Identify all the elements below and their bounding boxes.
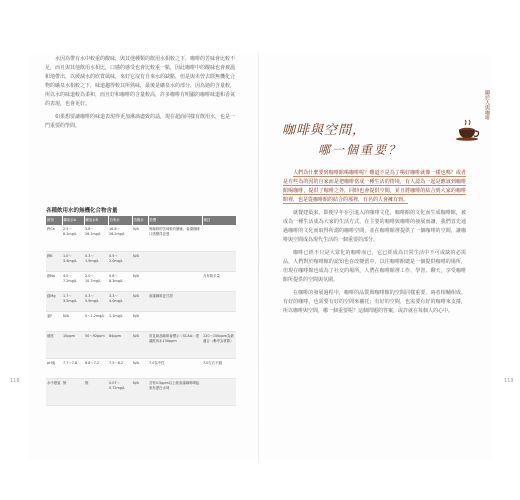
table-row [46, 379, 236, 406]
table-cell: 無 [62, 379, 84, 406]
table-row [46, 225, 236, 252]
table-cell: 鎂Mg [46, 292, 62, 312]
table-row [46, 359, 236, 379]
table-cell: 1.0～3.4mg/L [62, 252, 84, 272]
table-cell: 7.7～7.8 [62, 359, 84, 379]
left-paragraph: 如果想要讓咖啡的味道表現得更加淋漓盡致的話，現在超商同樣有飲用水，也是一門重要的學問。 [45, 114, 236, 129]
right-paragraph: 咖啡已經不只是大眾化的咖啡而已，它已經成為日常生活中不可或缺的必需品，人們對於咖啡館的認知也在改變當中，以往咖啡館總是一個提供咖啡的場所，但現在咖啡館也成為了社交的場所，人們在咖啡館裡工作、學習、聊天，享受咖啡館所提供的空間與氛圍。 [283, 250, 466, 283]
book-gutter [258, 52, 259, 462]
table-row [46, 332, 236, 359]
table-cell: 1.1mg/L [108, 312, 132, 332]
table-row [46, 312, 236, 332]
table-cell: N/A [132, 379, 148, 406]
table-cell [202, 225, 236, 252]
table-cell: pH值 [46, 359, 62, 379]
table-cell: N/A [132, 272, 148, 292]
table-cell: 7.5～8.2 [108, 359, 132, 379]
table-cell: 4.0～7.2mg/L [62, 272, 84, 292]
table-header: 備註 [202, 216, 236, 225]
table-cell: 2.5～8.1mg/L [62, 225, 84, 252]
table-header: 蒸餾水 [132, 216, 148, 225]
table-cell: 7.0為中性 [148, 359, 202, 379]
table-cell: 氯F [46, 312, 62, 332]
table-cell: 2.0～10.7mg/L [84, 272, 108, 292]
highlighted-text: 人們為什麼要到咖啡館喝咖啡呢？難道不是為了喝好咖啡就像一樣也嗎？或者是有些為的因的自家而是把咖啡當成一種生活的情境，有人認為一起是應該到咖啡館喝咖啡，提供了咖啡之外，同時也會提供空間，並且將咖啡的結合到大家的咖啡館裡，也是從咖啡館的結合的那裡，有名的人會擁有到。 [283, 170, 466, 203]
table-cell [202, 379, 236, 406]
table-cell: 50～92ppm [84, 332, 108, 359]
table-cell: 鈣Ca [46, 225, 62, 252]
article-title-line1: 咖啡與空間， [282, 123, 367, 138]
right-paragraph [283, 169, 466, 205]
table-row [46, 252, 236, 272]
table-cell: 會讓咖啡更甘甜 [148, 292, 202, 312]
table-header: 區別 [46, 216, 62, 225]
table-cell: 含有較多量 [202, 272, 236, 292]
table-cell: 0.3～1.9mg/L [84, 252, 108, 272]
left-page-number: 118 [10, 378, 20, 384]
table-row [46, 292, 236, 312]
table-cell: N/A [62, 312, 84, 332]
table-cell: 無 [84, 379, 108, 406]
table-cell: N/A [132, 312, 148, 332]
table-cell: 含有0.5ppm以上就會讓咖啡喝起來有漂白水味 [148, 379, 202, 406]
mineral-table [46, 216, 237, 406]
table-cell: N/A [132, 252, 148, 272]
table-cell: 0.3～5.9mg/L [84, 292, 108, 312]
table-cell: 3.3～4.0mg/L [108, 292, 132, 312]
table-cell: 3.8～26.1mg/L [84, 225, 108, 252]
table-cell: 硬度 [46, 332, 62, 359]
table-cell: 7.0左右不錯 [202, 359, 236, 379]
coffee-cup-icon [455, 118, 481, 142]
table-header: 影響 [148, 216, 202, 225]
table-cell [148, 272, 202, 292]
table-cell: 常見商品咖啡會標示（SCAA）建議飲用水150ppm [148, 332, 202, 359]
table-cell [148, 252, 202, 272]
table-cell: 鈉Na [46, 272, 62, 292]
table-header-row [46, 216, 236, 225]
table-cell: 120～150ppm為最適合（參考為實際） [202, 332, 236, 359]
table-cell: 10ppm [62, 332, 84, 359]
table-cell [202, 292, 236, 312]
table-cell: 5.8～8.3mg/L [108, 272, 132, 292]
table-cell: N/A [132, 292, 148, 312]
table-cell: N/A [132, 332, 148, 359]
right-page-number: 119 [504, 378, 514, 384]
table-cell: 84ppm [108, 332, 132, 359]
table-cell: 水中總氯 [46, 379, 62, 406]
table-cell: 0～1.2mg/L [84, 312, 108, 332]
table-cell [202, 252, 236, 272]
table-cell: N/A [132, 225, 148, 252]
table-cell [202, 312, 236, 332]
right-body-text [283, 169, 466, 320]
right-paragraph: 就餐建築來，即便早年在引進入的咖啡文化，咖啡館的文化而生成咖啡館，被成為一種生活成為大家的生活方式，在主要的咖啡與咖啡的發展而讓，我們首先通過咖啡的文化而取得所謂的咖啡空間，並在咖啡館裡提供了一個咖啡的空間，讓咖啡與空間成為現代生活的一個重要的部分。 [283, 210, 466, 243]
table-header: 礦泉水A [62, 216, 84, 225]
table-cell: 6.8～7.2 [84, 359, 108, 379]
table-cell [148, 312, 202, 332]
table-cell: N/A [132, 359, 148, 379]
table-cell: 與咖啡的苦味較有關係，會讓咖啡口感變得更強 [148, 225, 202, 252]
left-paragraph: 水因為帶有水中較重的酸味，與其他種類的飲用水相較之下，咖啡的苦味會比較不足，而且與其他飲用水相比，口感的感受也會比較重一點，因此咖啡中的酸味也會被溫和地帶出，以緩減水的欣賞風味，來好它沒有自來水的缺點，但是與未曾去除無機化合物的礦泉水相較之下，味道趨得較其所熟味，最後是礦泉水的部分，因為她的含量較，所以水的味道較為柔和，而且好和咖啡的含量較高，許多咖啡有明顯的咖啡味道和香氣的表現，也會更好。 [45, 56, 236, 107]
table-header: 礦泉水B [84, 216, 108, 225]
right-paragraph: 在咖啡的發展過程中，咖啡的品質與咖啡館的空間同樣重要，兩者相輔相成。有好的咖啡，也需要有好的空間來襯托；有好的空間，也需要有好的咖啡來支撐，所以咖啡與空間，哪一個重要呢？這個問題的答案，或許就在每個人的心中。 [283, 290, 466, 314]
table-cell: 0.07～0.72mg/L [108, 379, 132, 406]
left-body-text [45, 55, 235, 135]
table-title: 各種飲用水的無機化合物含量 [46, 208, 118, 214]
article-title-line2: 哪一個重要？ [318, 143, 403, 157]
table-cell: 0.5～2.0mg/L [108, 252, 132, 272]
table-cell: 16.8～26.2mg/L [108, 225, 132, 252]
table-cell: 鉀K [46, 252, 62, 272]
table-cell: 1.7～3.5mg/L [62, 292, 84, 312]
chapter-sidebar-label: 關於人與咖啡 [484, 90, 490, 120]
table-row [46, 272, 236, 292]
table-header: 自來水 [108, 216, 132, 225]
